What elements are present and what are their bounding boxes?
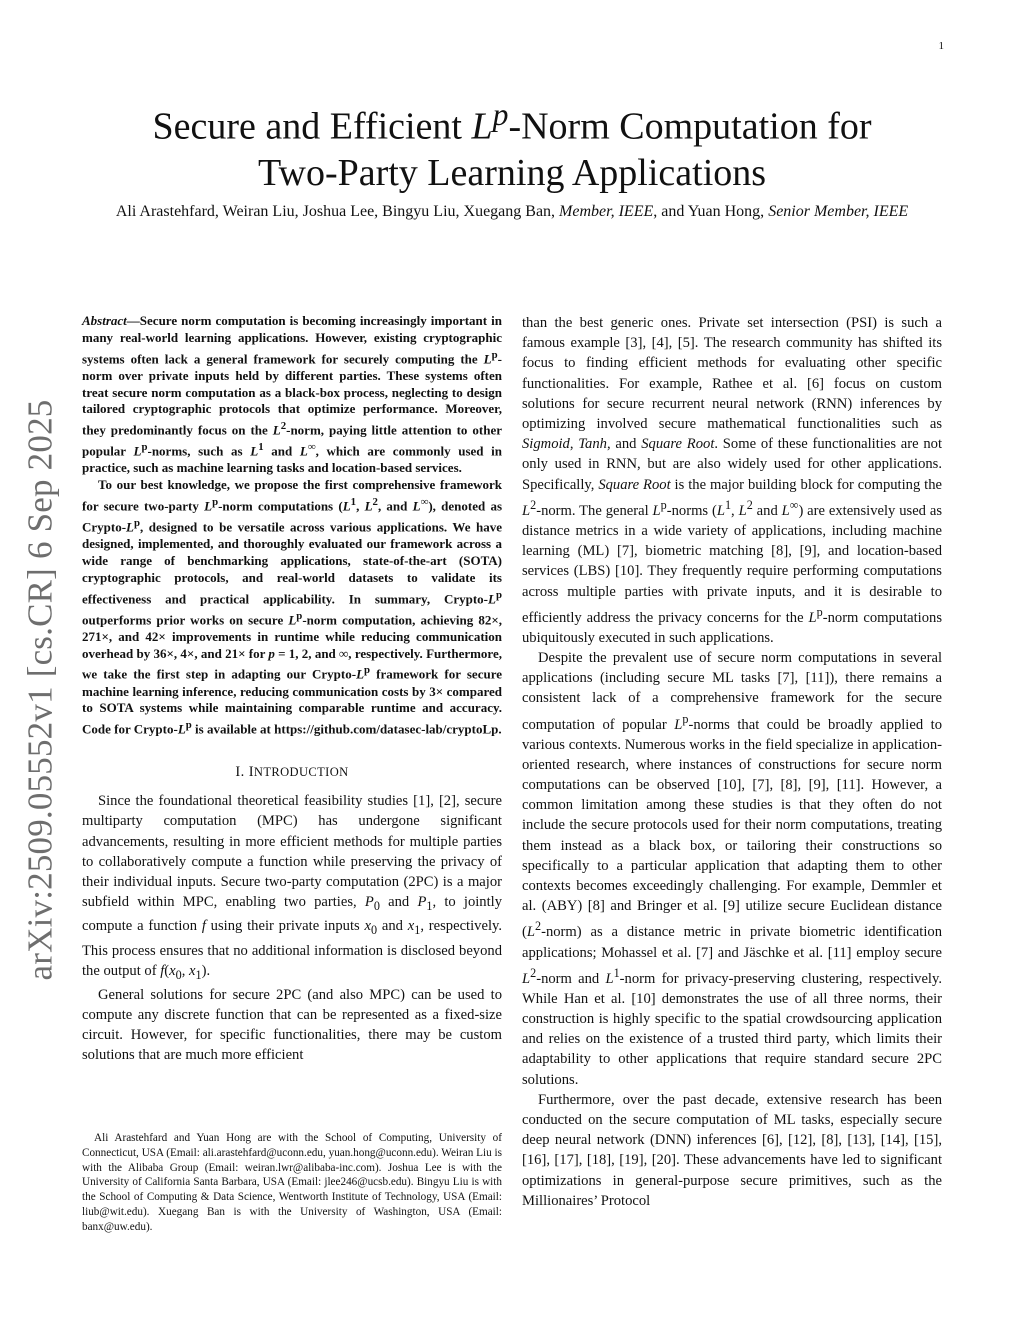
abstract bbox=[82, 313, 502, 738]
title-line-2: Two-Party Learning Applications bbox=[257, 151, 767, 194]
abstract-label: Abstract bbox=[82, 313, 127, 328]
arxiv-stamp[interactable] bbox=[8, 390, 72, 990]
right-paragraph-2: Despite the prevalent use of secure norm computations in several applications (including secure ML tasks [7], [11]), there remains a consistent lack of a comprehensive framework for the secure computation of popular $L^p$-norms that could be broadly applied to various contexts. Numerous works in the field specialize in application-oriented research, where instances of constructions for secure norm computations can be observed [10], [7], [8], [9], [11]. However, a common limitation among these studies is that they often do not include the secure protocols used for their norm computations, treating them instead as a black box, or tailoring their constructions so specifically to a particular application that adapting them to other contexts becomes exceedingly challenging. For example, Demmler et al. (ABY) [8] and Bringer et al. [9] utilize secure Euclidean distance $(L^2-norm)$ as a distance metric in private biometric identification applications; Mohassel et al. [7] and Jäschke et al. [11] employ secure $L^2$-norm and $L^1$-norm for privacy-preserving clustering, respectively. While Han et al. [10] demonstrates the use of all three norms, their construction is highly specific to the spatial crowdsourcing application and relies on the existence of a trusted third party, which limits their adaptability to other applications that require standard secure 2PC solutions. bbox=[522, 649, 943, 1088]
intro-paragraph-1: Since the foundational theoretical feasibility studies [1], [2], secure multiparty computation (MPC) has undergone significant advancements, resulting in more efficient methods for multiple parties to collaboratively compute a function while preserving the privacy of their individual inputs. Secure two-party computation (2PC) is a major subfield within MPC, enabling two parties, $P_0$ and $P_1$, to jointly compute a function f using their private inputs $x_0$ and $x_1$, respectively. This process ensures that no additional information is disclosed beyond the output of $f(x_0$, $x_1$). bbox=[82, 793, 503, 982]
abstract-paragraph-1: Abstract—Secure norm computation is becoming increasingly important in many real-world learning applications. However, existing cryptographic systems often lack a general framework for securely computing the $L^p$-norm over private inputs held by different parties. These systems often treat secure norm computation as a black-box process, neglecting to design tailored cryptographic protocols that optimize performance. Moreover, they predominantly focus on the $L^2$-norm, paying little attention to other popular $L^p$-norms, such as $L^1$ and L∞, which are commonly used in practice, such as machine learning tasks and location-based services. bbox=[82, 313, 503, 476]
title-line-1: Secure and Efficient $L^p$-Norm Computation for bbox=[152, 97, 872, 148]
right-paragraph-1: than the best generic ones. Private set intersection (PSI) is such a famous example [3], [4], [5]. The research community has shifted its focus to finding efficient methods for evaluating other specific functionalities. For example, Rathee et al. [6] focus on custom solutions for secure recurrent neural network (RNN) inferences by optimizing involved secure mathematical functionalities such as Sigmoid, Tanh, and Square Root. Some of these functionalities are not only used in RNN, but are also widely used for other applications. Specifically, Square Root is the major building block for computing the $L^2$-norm. The general $L^p$-norms ($L^1$, $L^2$ and L∞) are extensively used as distance metrics in a wide variety of applications, including machine learning (ML) [7], biometric matching [8], [9], and location-based services (LBS) [10]. They frequently require performing computations across multiple parties with private inputs, and it is desirable to efficiently address the privacy concerns for the $L^p$-norm computations ubiquitously executed in such applications. bbox=[522, 315, 943, 646]
abstract-paragraph-2: To our best knowledge, we propose the first comprehensive framework for secure two-party $L^p$-norm computations ($L^1$, $L^2$, and L∞), denoted as Crypto-$L^p$, designed to be versatile across various applications. We have designed, implemented, and thoroughly evaluated our framework across a wide range of benchmarking applications, state-of-the-art (SOTA) cryptographic protocols, and real-world datasets to validate its effectiveness and practical applicability. In summary, Crypto-$L^p$ outperforms prior works on secure $L^p$-norm computation, achieving 82×, 271×, and 42× improvements in runtime while reducing communication overhead by 36×, 4×, and 21× for p = 1, 2, and ∞, respectively. Furthermore, we take the first step in adapting our Crypto-$L^p$ framework for secure machine learning inference, reducing communication costs by 3× compared to SOTA systems while maintaining comparable runtime and accuracy. Code for Crypto-$L^p$ is available at https://github.com/datasec-lab/cryptoLp. bbox=[82, 477, 503, 737]
section-heading-introduction: I. INTRODUCTION bbox=[235, 764, 349, 781]
right-column bbox=[522, 313, 942, 1211]
arxiv-id: arXiv:2509.05552v1 [cs.CR] 6 Sep 2025 bbox=[20, 399, 60, 981]
page-number: 1 bbox=[938, 40, 944, 52]
author-list: Ali Arastehfard, Weiran Liu, Joshua Lee, Bingyu Liu, Xuegang Ban, Member, IEEE, and Yuan Hong, Senior Member, IEEE bbox=[115, 203, 909, 220]
introduction-text bbox=[82, 791, 502, 1065]
intro-paragraph-2: General solutions for secure 2PC (and also MPC) can be used to compute any discrete function that can be represented as a fixed-size circuit. However, for specific functionalities, there may be custom solutions that are much more efficient bbox=[82, 986, 502, 1064]
author-affiliations-footnote: Ali Arastehfard and Yuan Hong are with the School of Computing, University of Connecticut, USA (Email: ali.arastehfard@uconn.edu, yuan.hong@uconn.edu). Weiran Liu is with the Alibaba Group (Email: weiran.lwr@alibaba-inc.com). Joshua Lee is with the University of California Santa Barbara, USA (Email: jlee246@ucsb.edu). Bingyu Liu is with the School of Computing & Data Science, Wentworth Institute of Technology, USA (Email: liub@wit.edu). Xuegang Ban is with the University of Washington, USA (Email: banx@uw.edu). bbox=[82, 1132, 502, 1233]
paper-title bbox=[0, 92, 1024, 196]
left-column bbox=[82, 313, 502, 1066]
right-paragraph-3: Furthermore, over the past decade, extensive research has been conducted on the secure computation of ML tasks, especially secure deep neural network (DNN) inferences [6], [12], [8], [13], [14], [15], [16], [17], [18], [19], [20]. These advancements have led to significant optimizations in general-purpose secure primitives, such as the Millionaires’ Protocol bbox=[522, 1091, 942, 1209]
